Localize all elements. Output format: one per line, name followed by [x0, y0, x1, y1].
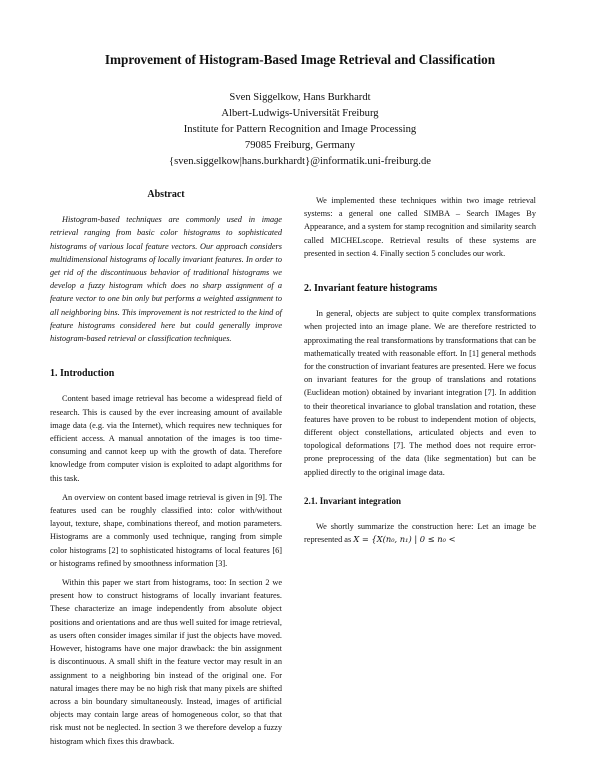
author-institute: Institute for Pattern Recognition and Image Processing	[183, 124, 417, 135]
section-2-1-text: We shortly summarize the construction here: Let an image be represented as	[304, 522, 536, 545]
author-city: 79085 Freiburg, Germany	[244, 140, 356, 151]
section-2-1-paragraph-1	[304, 520, 536, 546]
section-2-1-heading: 2.1. Invariant integration	[304, 495, 402, 506]
section-1-heading: 1. Introduction	[50, 368, 115, 380]
section-1-paragraph-2: An overview on content based image retrieval is given in [9]. The features used can be roughly classified into: color with/without layout, texture, shape, combinations thereof, and motion parameters. Histograms are a commonly used technique, ranging from simple color histograms [2] to sophisticated histograms of local features [6] or histograms refined by smoothness information [3].	[50, 492, 282, 568]
section-2-heading: 2. Invariant feature histograms	[304, 283, 438, 295]
author-names: Sven Siggelkow, Hans Burkhardt	[229, 92, 371, 103]
section-1-paragraph-4: We implemented these techniques within two image retrieval systems: a general one called SIMBA – Search IMages By Appearance, and a system for stamp recognition and similarity search called MICHELscope. Retrieval results of these systems are presented in section 4. Finally section 5 concludes our work.	[304, 196, 536, 258]
right-column	[304, 188, 536, 546]
image-formula: X = {X(n₀, n₁) | 0 ≤ n₀ <	[353, 534, 456, 545]
section-1-paragraph-1: Content based image retrieval has become a widespread field of research. This is caused by the ever increasing amount of available image data (e.g. via the Internet), which requires new techniques for efficient access. A manual annotation of the images is too time-consuming and cannot keep up with the growth of data. Therefore knowledge from computer vision is exploited to adapt algorithms for this task.	[50, 394, 282, 483]
author-university: Albert-Ludwigs-Universität Freiburg	[221, 108, 379, 119]
abstract-heading: Abstract	[147, 189, 185, 200]
section-1-paragraph-3: Within this paper we start from histograms, too: In section 2 we present how to construct histograms of locally invariant features. These characterize an image independently from absolute object positions and orientations and are thus well suited for image retrieval, as users often consider images similar if just the objects have moved. However, histograms have one major drawback: the bin assignment is discontinuous. A small shift in the feature vector may result in an assignment to a neighboring bin instead of the original one. For natural images there may be no high risk that many pixels are shifted across a bin boundary simultaneously. Instead, images of artificial objects may contain large areas of homogeneous color, so that that risk must not be neglected. In section 3 we therefore develop a fuzzy histogram which fixes this drawback.	[50, 578, 282, 746]
author-block	[0, 90, 600, 170]
author-email: {sven.siggelkow|hans.burkhardt}@informatik.uni-freiburg.de	[169, 156, 431, 167]
abstract-text: Histogram-based techniques are commonly used in image retrieval ranging from basic color histograms to sophisticated histograms of various local feature vectors. Our approach considers multidimensional histograms of locally invariant features. In order to get rid of the discontinuous behavior of traditional histograms we develop a fuzzy histogram which does no sharp assignment of a feature vector to one bin only but performs a weighted assignment to all neighboring bins. This improvement is not restricted to the kind of feature histograms considered here but could generally improve histogram-based retrieval or classification techniques.	[50, 215, 282, 344]
left-column	[50, 188, 282, 748]
paper-title: Improvement of Histogram-Based Image Retrieval and Classification	[104, 52, 496, 67]
section-2-paragraph-1: In general, objects are subject to quite complex transformations when projected into an image plane. We are therefore restricted to approximating the real transformations by transformations that can be mathematically treated with reasonable effort. In [1] general methods for the construction of invariant features are presented. Here we focus on invariant features for the group of translations and rotations (Euclidean motion) obtained by invariant integration [7]. In addition to their theoretical invariance to global translation and rotation, these features have proven to be robust to independent motion of objects, different object constellations, articulated objects and even to topological deformations [7]. The method does not require error-prone preprocessing of the data (like segmentation) but can be applied directly to the original image data.	[304, 309, 536, 477]
